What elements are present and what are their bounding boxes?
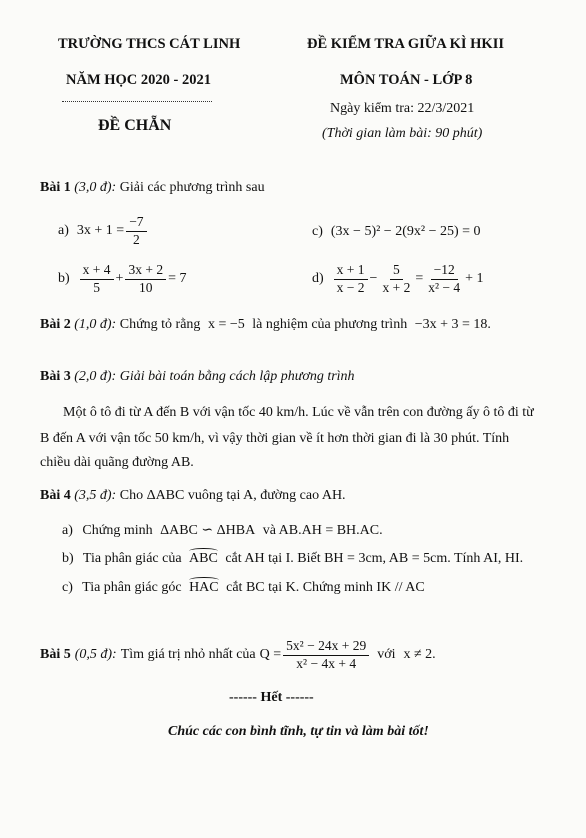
angle-abc: ABC [189, 551, 218, 566]
bai4-b [62, 551, 523, 567]
equals-value: = 7 [168, 271, 187, 287]
angle-hac: HAC [189, 580, 219, 595]
bai4-a-math: ΔABC ∽ ΔHBA [160, 523, 256, 538]
bai1-a-fraction [126, 214, 146, 249]
fraction-denominator: x + 2 [382, 279, 411, 295]
bai2-text1: Chứng tỏ rằng [119, 317, 201, 332]
fraction-numerator: x + 1 [334, 262, 368, 280]
bai2-math1: x = −5 [207, 317, 245, 332]
bai5-condition: x ≠ 2. [403, 647, 436, 663]
bai1-heading [40, 180, 265, 196]
bai4-heading [40, 488, 346, 504]
exam-date: Ngày kiểm tra: 22/3/2021 [330, 101, 475, 116]
bai1-c-label: c) [312, 224, 323, 239]
bai3-label: Bài 3 [40, 369, 71, 384]
bai1-a-left: 3x + 1 = [76, 223, 125, 239]
bai1-b-fraction-1 [80, 262, 114, 297]
bai4-c-label: c) [62, 580, 73, 595]
bai1-d-fraction-3 [425, 262, 463, 297]
bai1-c [312, 224, 481, 240]
fraction-denominator: x² − 4x + 4 [296, 655, 357, 671]
equals-sign: = [415, 271, 424, 287]
fraction-denominator: 5 [93, 279, 100, 295]
bai1-b-label: b) [58, 271, 70, 287]
bai4-text: Cho ΔABC vuông tại A, đường cao AH. [119, 488, 346, 503]
bai4-a-math2: AB.AH = BH.AC. [278, 523, 383, 538]
school-name: TRƯỜNG THCS CÁT LINH [58, 36, 241, 52]
bai4-a-and: và [262, 523, 276, 538]
bai4-c [62, 580, 425, 596]
fraction-numerator: 3x + 2 [125, 262, 166, 280]
fraction-numerator: 5x² − 24x + 29 [283, 638, 369, 656]
fraction-denominator: 10 [139, 279, 153, 295]
bai1-b-fraction-2 [125, 262, 166, 297]
bai3-points: (2,0 đ): [74, 369, 117, 384]
bai4-b-label: b) [62, 551, 74, 566]
bai1-a [58, 214, 149, 249]
bai3-line-1: Một ô tô đi từ A đến B với vận tốc 40 km/h. Lúc về vẫn trên con đường ấy ô tô đi từ [63, 405, 534, 420]
bai4-c-text2: cắt BC tại K. Chứng minh IK // AC [226, 580, 425, 595]
bai1-c-expr: (3x − 5)² − 2(9x² − 25) = 0 [330, 224, 481, 239]
bai3-line-3: chiều dài quãng đường AB. [40, 455, 194, 470]
fraction-denominator: x − 2 [336, 279, 365, 295]
bai5-points: (0,5 đ): [74, 647, 117, 663]
fraction-numerator: x + 4 [80, 262, 114, 280]
fraction-denominator: 2 [133, 231, 140, 247]
minus-sign: − [369, 271, 378, 287]
bai2 [40, 317, 491, 333]
bai2-math2: −3x + 3 = 18. [414, 317, 491, 332]
bai1-label: Bài 1 [40, 180, 71, 195]
bai1-points: (3,0 đ): [74, 180, 117, 195]
plus-sign: + [115, 271, 124, 287]
exam-subject: MÔN TOÁN - LỚP 8 [340, 72, 473, 88]
bai5-with: với [377, 647, 396, 663]
closing-wish: Chúc các con bình tĩnh, tự tin và làm bài tốt! [168, 724, 429, 739]
bai4-a-text: Chứng minh [82, 523, 153, 538]
bai4-c-text: Tia phân giác góc [82, 580, 182, 595]
bai1-text: Giải các phương trình sau [119, 180, 265, 195]
bai5 [40, 638, 436, 673]
bai4-points: (3,5 đ): [74, 488, 117, 503]
exam-time: (Thời gian làm bài: 90 phút) [322, 126, 483, 141]
bai5-q: Q = [259, 647, 282, 663]
bai1-d-fraction-1 [334, 262, 368, 297]
bai1-d-label: d) [312, 271, 324, 287]
bai4-b-text2: cắt AH tại I. Biết BH = 3cm, AB = 5cm. Tính AI, HI. [225, 551, 524, 566]
bai4-label: Bài 4 [40, 488, 71, 503]
header-divider [62, 101, 212, 102]
bai4-a-label: a) [62, 523, 73, 538]
bai5-label: Bài 5 [40, 647, 71, 663]
bai2-label: Bài 2 [40, 317, 71, 332]
fraction-numerator: 5 [390, 262, 403, 280]
bai1-b [58, 262, 186, 297]
bai4-b-text: Tia phân giác của [82, 551, 182, 566]
bai1-d-fraction-2 [379, 262, 413, 297]
bai2-text2: là nghiệm của phương trình [252, 317, 408, 332]
fraction-numerator: −7 [126, 214, 146, 232]
bai4-a [62, 522, 383, 539]
fraction-denominator: x² − 4 [428, 279, 461, 295]
bai1-a-label: a) [58, 223, 69, 239]
bai5-fraction [283, 638, 369, 673]
exam-code: ĐỀ CHẴN [98, 117, 172, 134]
bai3-title: Giải bài toán bằng cách lập phương trình [119, 369, 355, 384]
plus-one: + 1 [465, 271, 484, 287]
fraction-numerator: −12 [431, 262, 458, 280]
end-marker: ------ Hết ------ [229, 690, 314, 705]
exam-title: ĐỀ KIỂM TRA GIỮA KÌ HKII [307, 36, 504, 52]
bai3-line-2: B đến A với vận tốc 50 km/h, vì vậy thời gian về ít hơn thời gian đi là 30 phút. Tính [40, 431, 510, 446]
bai5-text: Tìm giá trị nhỏ nhất của [120, 647, 256, 663]
bai1-d [312, 262, 484, 297]
bai2-points: (1,0 đ): [74, 317, 117, 332]
school-year: NĂM HỌC 2020 - 2021 [66, 72, 211, 88]
bai3-heading [40, 369, 355, 385]
